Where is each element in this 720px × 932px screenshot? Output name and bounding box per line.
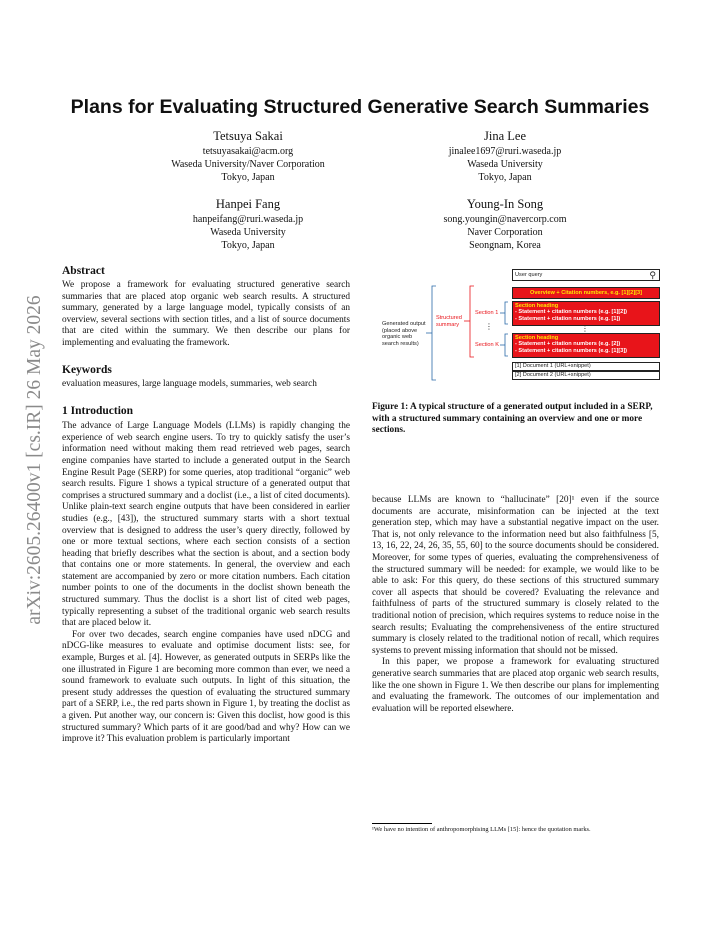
- author-affiliation: Waseda University: [210, 227, 286, 238]
- author-location: Tokyo, Japan: [221, 172, 275, 183]
- introduction-heading: 1 Introduction: [62, 405, 134, 418]
- statement: - Statement + citation numbers (e.g. [1][2]): [515, 309, 628, 316]
- footnote-rule: [372, 823, 432, 824]
- section-1-label: Section 1: [475, 310, 499, 316]
- statement: - Statement + citation numbers (e.g. [2]): [515, 341, 621, 348]
- paragraph: because LLMs are known to “hallucinate” [20]¹ even if the source documents are accurate, misinformation can be injected at the text generation step, which may have a substantial negative impact on the user. That is, not only relevance to the information need but also faithfulness [5, 13, 16, 22, 24, 26, 35, 55, 60] to the source documents should be considered. Moreover, for some types of queries, evaluating the comprehensiveness of the structured summary will be needed: for example, we would like to be able to ask: For this query, do these sections of this structured summary cover all aspects that should be covered? Evaluating the relevance and faithfulness of parts of the structured summary is closely related to the traditional notion of precision, which requires systems to reduce noise in the search results; Evaluating the comprehensiveness of the entire structured summary is closely related to the traditional notion of recall, which requires systems to prevent missing information that should not be missed.: [372, 495, 659, 656]
- footnote: ¹We have no intention of anthropomorphising LLMs [15]: hence the quotation marks.: [372, 826, 591, 833]
- right-column: [372, 495, 659, 715]
- section-heading: Section heading: [515, 303, 559, 309]
- paragraph: In this paper, we propose a framework for evaluating structured generative search summaries that are placed atop organic web search results, like the one shown in Figure 1. We then describe our plans for implementing and evaluating the framework. The outcomes of our implementation and evaluation will be reported elsewhere.: [372, 657, 659, 714]
- abstract-text: We propose a framework for evaluating structured generative search summaries that are placed atop organic web search results. A structured summary, generated by a large language model, typically consists of an overview, several sections with section titles, and a list of source documents that are cited within the summary. We then describe our plans for implementing and evaluating the framework.: [62, 280, 350, 348]
- author-affiliation: Naver Corporation: [467, 227, 543, 238]
- author-location: Tokyo, Japan: [478, 172, 532, 183]
- author-email: jinalee1697@ruri.waseda.jp: [448, 146, 562, 157]
- section-k-label: Section K: [475, 342, 499, 348]
- author-name: Jina Lee: [484, 129, 526, 143]
- author-block: [370, 128, 640, 184]
- author-email: hanpeifang@ruri.waseda.jp: [192, 214, 304, 225]
- section-k-box: [512, 333, 660, 358]
- structured-summary-label: Structured summary: [436, 315, 462, 328]
- statement: - Statement + citation numbers (e.g. [1][3]): [515, 347, 628, 354]
- query-bar: [512, 269, 660, 281]
- document-item: [512, 371, 660, 380]
- paragraph: For over two decades, search engine companies have used nDCG and nDCG-like measures to evaluate and optimise document lists: see, for example, Burges et al. [4]. However, as generated outputs in SERPs like the one illustrated in Figure 1 are becoming more common than ever, we need a sound framework to evaluate such outputs. In light of this situation, the present study addresses the question of evaluating the structured summary part of a SERP, i.e., the red parts shown in Figure 1, by treating the doclist as a given. Put another way, our concern is: Given this doclist, how good is this structured summary? Which parts of it are good/bad and why? How can we improve it? This evaluation problem is particularly important: [62, 629, 350, 745]
- author-email: song.youngin@navercorp.com: [443, 214, 567, 225]
- author-block: [113, 128, 383, 184]
- statement: - Statement + citation numbers (e.g. [1]): [515, 315, 621, 322]
- author-name: Young-In Song: [466, 197, 544, 211]
- author-affiliation: Waseda University/Naver Corporation: [171, 159, 325, 170]
- document-item: [512, 362, 660, 371]
- abstract-heading: Abstract: [62, 265, 105, 277]
- author-affiliation: Waseda University: [467, 159, 543, 170]
- ellipsis: ⋮: [485, 322, 493, 331]
- paragraph: The advance of Large Language Models (LLMs) is rapidly changing the experience of web search engine users. To try to quickly satisfy the user’s information need without making them read retrieved web pages, search engine companies have started to include a generated output in the Search Engine Result Page (SERP) for some queries, atop traditional “organic” web search results. Figure 1 shows a typical structure of a generated output that comprises a structured summary and a doclist (i.e., a list of cited documents). Unlike plain-text search engine outputs that have been considered in earlier studies (e.g., [43]), the structured summary starts with a short textual overview that is designed to address the user’s query directly, followed by one or more textual sections, where each section consists of a section heading that briefly describes what the section is about, and a section body that contains one or more statements. In general, the overview and each statement are accompanied by zero or more citation numbers. Each citation number points to one of the documents in the doclist shown beneath the structured summary. Thus the doclist is a short list of cited web pages, typically representing a subset of the traditional organic web search results that are placed below it.: [62, 421, 350, 629]
- document-label: [2] Document 2 (URL+snippet): [515, 372, 591, 378]
- figure-caption: Figure 1: A typical structure of a generated output included in a SERP, with a structured summary containing an overview and one or more sections.: [372, 402, 653, 436]
- section-heading: Section heading: [515, 335, 559, 341]
- generated-output-label: Generated output (placed above organic web search results): [382, 321, 426, 347]
- keywords-text: evaluation measures, large language models, summaries, web search: [62, 378, 317, 389]
- left-column: [62, 265, 350, 746]
- query-label: User query: [515, 272, 543, 278]
- search-icon: ⚲: [649, 270, 656, 280]
- figure-1: [372, 266, 662, 386]
- keywords-heading: Keywords: [62, 363, 112, 376]
- overview-box: Overview + Citation numbers, e.g. [1][2][3]: [512, 287, 660, 299]
- arxiv-identifier: arXiv:2605.26400v1 [cs.IR] 26 May 2026: [24, 295, 45, 625]
- document-label: [1] Document 1 (URL+snippet): [515, 363, 591, 369]
- author-location: Seongnam, Korea: [469, 240, 541, 251]
- author-name: Tetsuya Sakai: [213, 129, 283, 143]
- section-1-box: [512, 301, 660, 326]
- paper-title: Plans for Evaluating Structured Generative Search Summaries: [70, 96, 650, 118]
- ellipsis: ⋮: [581, 324, 589, 333]
- author-name: Hanpei Fang: [215, 197, 281, 211]
- author-email: tetsuyasakai@acm.org: [202, 146, 294, 157]
- author-block: [113, 196, 383, 252]
- author-block: [370, 196, 640, 252]
- author-location: Tokyo, Japan: [221, 240, 275, 251]
- introduction-body: [62, 421, 350, 746]
